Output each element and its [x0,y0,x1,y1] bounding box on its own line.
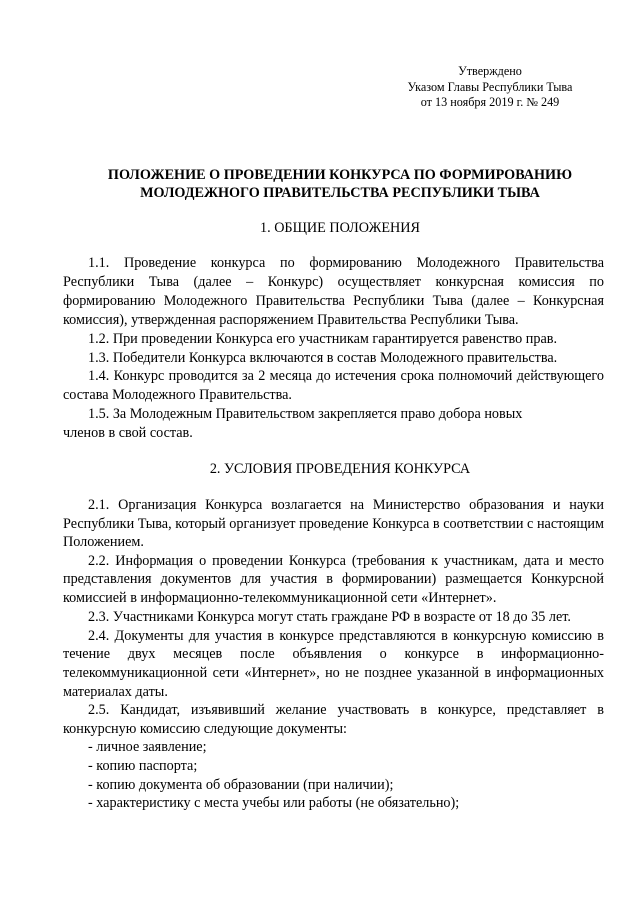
paragraph-1-4: 1.4. Конкурс проводится за 2 месяца до истечения срока полномочий действующего состава Молодежного Правительства. [63,368,604,404]
paragraph-1-5-line-2: членов в свой состав. [63,425,193,442]
document-title-line-2: МОЛОДЕЖНОГО ПРАВИТЕЛЬСТВА РЕСПУБЛИКИ ТЫВА [140,184,540,201]
paragraph-2-3: 2.3. Участниками Конкурса могут стать граждане РФ в возрасте от 18 до 35 лет. [88,608,571,625]
list-item: - копию документа об образовании (при наличии); [88,776,394,793]
approval-stamp [390,64,590,111]
list-item: - характеристику с места учебы или работы (не обязательно); [88,795,460,812]
section-2-body [63,496,604,813]
paragraph-2-5: 2.5. Кандидат, изъявивший желание участвовать в конкурсе, представляет в конкурсную комиссию следующие документы: [63,702,604,737]
paragraph-1-5-line-1: 1.5. За Молодежным Правительством закрепляется право добора новых [88,406,523,423]
paragraph-2-1: 2.1. Организация Конкурса возлагается на Министерство образования и науки Республики Тыва, который организует проведение Конкурса в соответствии с настоящим Положением. [63,497,604,551]
approval-line-1: Утверждено [458,64,522,78]
approval-line-3: от 13 ноября 2019 г. № 249 [420,95,560,110]
section-1-heading: 1. ОБЩИЕ ПОЛОЖЕНИЯ [260,220,420,236]
paragraph-1-2: 1.2. При проведении Конкурса его участникам гарантируется равенство прав. [88,330,558,347]
paragraph-2-4: 2.4. Документы для участия в конкурсе представляются в конкурсную комиссию в течение двух месяцев после объявления о конкурсе в информационно-телекоммуникационной сети «Интернет», но не позднее указанной в информационных материалах даты. [63,627,604,700]
list-item: - личное заявление; [88,739,207,756]
paragraph-1-3: 1.3. Победители Конкурса включаются в состав Молодежного правительства. [88,349,558,366]
list-item: - копию паспорта; [88,757,198,774]
approval-line-2: Указом Главы Республики Тыва [407,79,573,94]
document-title [75,167,605,202]
section-1-body [63,254,604,443]
section-2-heading: 2. УСЛОВИЯ ПРОВЕДЕНИЯ КОНКУРСА [209,461,471,477]
paragraph-2-2: 2.2. Информация о проведении Конкурса (требования к участникам, дата и место представления документов для участия в формировании) размещается Конкурсной комиссией в информационно-телекоммуникационной сети «Интернет». [63,552,604,606]
document-title-line-1: ПОЛОЖЕНИЕ О ПРОВЕДЕНИИ КОНКУРСА ПО ФОРМИРОВАНИЮ [107,167,573,183]
paragraph-1-1: 1.1. Проведение конкурса по формированию Молодежного Правительства Республики Тыва (далее – Конкурс) осуществляет конкурсная комиссия по формированию Молодежного Правительства Республики Тыва (далее – Конкурсная комиссия), утвержденная распоряжением Правительства Республики Тыва. [63,255,604,328]
